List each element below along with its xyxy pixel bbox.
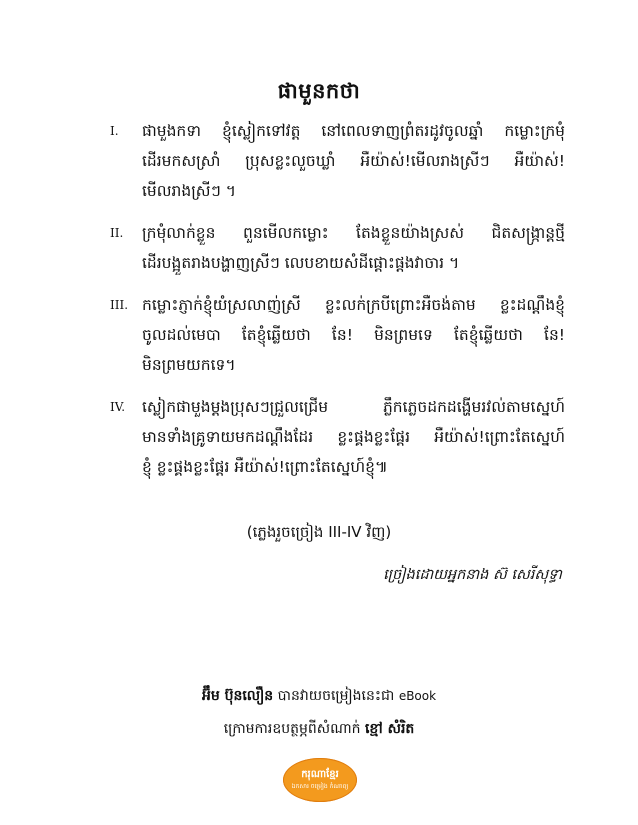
logo-title: ករុណាខ្មែរ	[301, 769, 339, 780]
verse-line: ក្រមុំលាក់ខ្លួន ពួនមើលកម្លោះ តែងខ្លួនយ៉ាងស្រស់ ជិតសង្ក្រាន្តថ្មី	[142, 224, 565, 242]
sponsor-name: ខ្មៅ សំរិត	[364, 721, 415, 737]
verse-line: ចូលដល់មេបា តែខ្ញុំឆ្លើយថា នែ! មិនព្រមទេ តែខ្ញុំឆ្លើយថា នែ!	[142, 326, 565, 344]
tune-note: (ភ្លេងរួចច្រៀង III-IV វិញ)	[246, 523, 392, 541]
verse-1	[110, 116, 565, 206]
typist-credit	[0, 686, 638, 707]
verse-number: IV.	[110, 400, 126, 414]
verse-4	[110, 392, 565, 482]
verse-number: II.	[110, 226, 124, 240]
verse-line: ស្លៀកផាមួងម្ដងប្រុសៗជ្រួលជ្រើម ភ្លឹកភ្លេចដកដង្ហើមរវល់តាមស្នេហ៍	[142, 398, 565, 416]
verse-list	[110, 116, 565, 494]
sponsor-credit	[0, 719, 638, 740]
verse-line: មានទាំងគ្រូទាយមកដណ្ដឹងដែរ ខ្លះផ្គងខ្លះផ្ដែរ អឺយ៉ាស់!ព្រោះតែស្នេហ៍	[142, 428, 565, 446]
verse-line: កម្លោះភ្ញាក់ខ្ញុំយំស្រលាញ់ស្រី ខ្លះលក់ក្របីព្រោះអឺចង់តាម ខ្លះដណ្ដឹងខ្ញុំ	[142, 296, 565, 314]
typist-name: អ៊ឹម ប៊ុនលឿន	[201, 688, 274, 704]
page-title: ផាមួនកថា	[277, 79, 361, 103]
verse-3	[110, 290, 565, 380]
verse-number: I.	[110, 124, 119, 138]
singer-credit: ច្រៀងដោយអ្នកនាង ស៊ សេរីសុទ្ធា	[383, 567, 562, 583]
verse-line: ផាមួងកទា ខ្ញុំស្លៀកទៅវត្ត នៅពេលទាញព្រំតរដូវចូលឆ្នាំ កម្លោះក្រមុំ	[142, 122, 565, 140]
format-label: eBook	[398, 689, 437, 703]
verse-2	[110, 218, 565, 278]
typist-text: បានវាយចម្រៀងនេះជា	[277, 688, 395, 704]
verse-line: មិនព្រមយកទេ។	[142, 356, 236, 374]
verse-line: មើលរាងស្រីៗ ។	[142, 182, 236, 200]
publisher-logo	[283, 758, 357, 802]
verse-number: III.	[110, 298, 129, 312]
verse-line: ដើរបង្អួតរាងបង្ហាញស្រីៗ លេបខាយសំដីផ្ដោះផ្ដងវាចារ ។	[142, 254, 460, 272]
verse-line: ខ្ញុំ ខ្លះផ្គងខ្លះផ្ដែរ អឺយ៉ាស់!ព្រោះតែស្នេហ៍ខ្ញុំ៕	[142, 458, 388, 476]
verse-line: ដើរមកសស្រាំ ប្រុសខ្លះលួចឃ្លាំ អឺយ៉ាស់!មើលរាងស្រីៗ អឺយ៉ាស់!	[142, 152, 565, 170]
sponsor-text: ក្រោមការឧបត្ថម្ភពីសំណាក់	[223, 721, 361, 737]
logo-subtitle: ឯកសារ ចម្រៀង កំណាព្យ	[291, 783, 349, 790]
